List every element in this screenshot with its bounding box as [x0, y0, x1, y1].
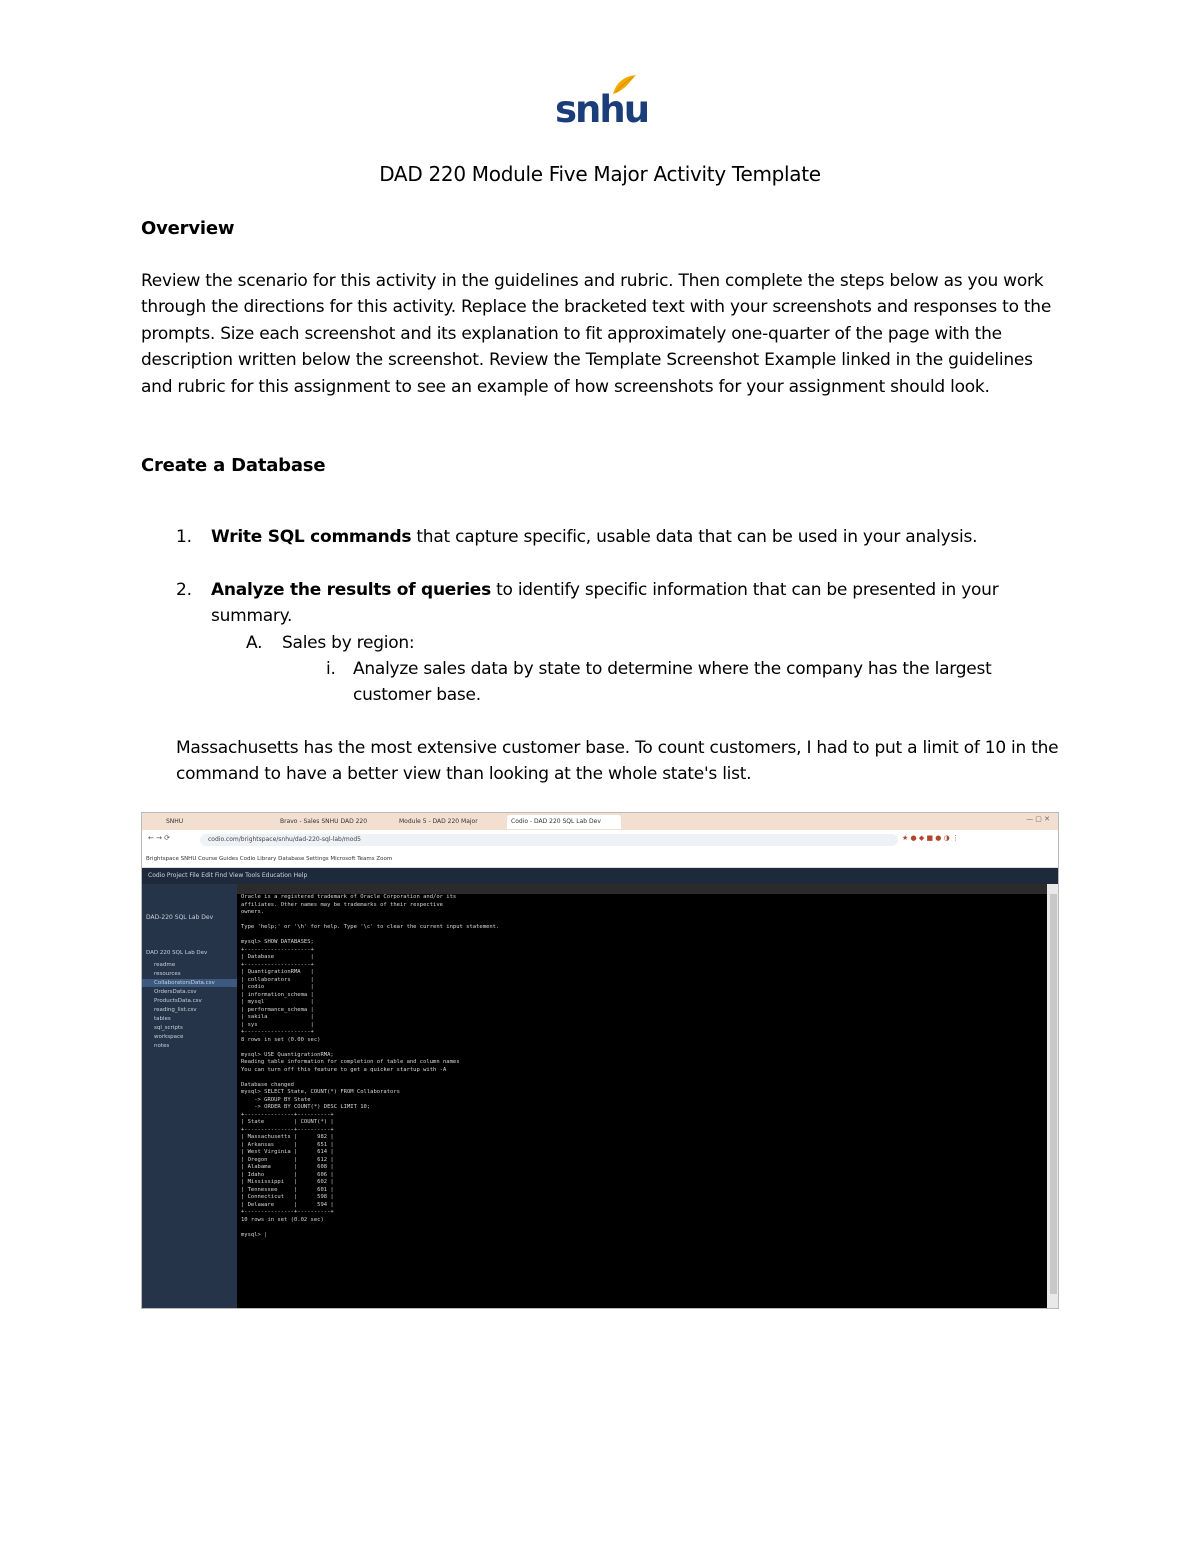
window-controls-icon: — ▢ ✕ [1026, 815, 1050, 823]
terminal-panel [237, 884, 1047, 1309]
scrollbar [1047, 884, 1059, 1309]
ide-menu-bar: Codio Project File Edit Find View Tools Education Help [142, 868, 1059, 884]
sidebar-item: notes [154, 1043, 170, 1049]
create-database-heading: Create a Database [141, 455, 326, 476]
sub-roman: i. [326, 659, 336, 679]
sub-text: Sales by region: [282, 633, 415, 653]
sidebar-item: reading_list.csv [154, 1007, 197, 1013]
browser-tab-bar [142, 813, 1059, 830]
extension-icons: ★ ● ◆ ■ ● ◑ ⋮ [902, 834, 959, 842]
sidebar-item: sql_scripts [154, 1025, 183, 1031]
list-number: 1. [176, 527, 192, 547]
list-bold-text: Analyze the results of queries [211, 580, 491, 600]
sidebar-item: resources [154, 971, 181, 977]
list-text [211, 577, 1061, 630]
terminal-tabs [237, 884, 1047, 894]
sidebar-item: readme [154, 962, 176, 968]
sidebar-item: DAD 220 SQL Lab Dev [146, 950, 208, 956]
list-rest-text: that capture specific, usable data that can be used in your analysis. [411, 527, 978, 547]
overview-heading: Overview [141, 218, 235, 239]
url-field: codio.com/brightspace/snhu/dad-220-sql-lab/mod5 [200, 834, 898, 846]
address-bar [142, 830, 1059, 850]
browser-tab: Module 5 - DAD 220 Major [399, 818, 478, 825]
file-tree-sidebar [142, 884, 237, 1309]
list-number: 2. [176, 580, 192, 600]
list-rest-text: to identify specific information that can be presented in your summary. [211, 580, 999, 627]
sidebar-item: OrdersData.csv [154, 989, 197, 995]
sidebar-item: tables [154, 1016, 171, 1022]
snhu-logo [555, 74, 649, 134]
list-text [211, 524, 1061, 550]
sidebar-item: workspace [154, 1034, 184, 1040]
browser-tab: SNHU [166, 818, 184, 825]
scrollbar-thumb [1050, 894, 1057, 1294]
browser-tab-active: Codio - DAD 220 SQL Lab Dev [507, 815, 621, 829]
sidebar-title: DAD-220 SQL Lab Dev [146, 914, 214, 921]
overview-paragraph: Review the scenario for this activity in the guidelines and rubric. Then complete the steps below as you work through the directions for this activity. Replace the bracketed text with your screenshots and responses to the prompts. Size each screenshot and its explanation to fit approximately one-quarter of the page with the description written below the screenshot. Review the Template Screenshot Example linked in the guidelines and rubric for this assignment to see an example of how screenshots for your assignment should look. [141, 271, 1052, 397]
sub-letter: A. [246, 633, 263, 653]
answer-paragraph: Massachusetts has the most extensive customer base. To count customers, I had to put a limit of 10 in the command to have a better view than looking at the whole state's list. [176, 738, 1059, 785]
list-bold-text: Write SQL commands [211, 527, 412, 547]
sidebar-item: ProductsData.csv [154, 998, 202, 1004]
sub-text: Analyze sales data by state to determine where the company has the largest customer base. [353, 659, 992, 706]
logo-text: snhu [555, 88, 649, 131]
embedded-screenshot [141, 812, 1059, 1309]
sidebar-item: CollaboratorsData.csv [154, 980, 215, 986]
bookmarks-bar: Brightspace SNHU Course Guides Codio Library Database Settings Microsoft Teams Zoom [142, 850, 1059, 868]
browser-tab: Bravo - Sales SNHU DAD 220 [280, 818, 368, 825]
terminal-output: Oracle is a registered trademark of Oracle Corporation and/or its affiliates. Other names may be trademarks of their respective owners. Type 'help;' or '\h' for help. Type '\c' to clear the current input statement. mysql> SHOW DATABASES; +--------------------+ | Database | +--------------------+ | QuantigrationRMA | | collaborators | | codio | | information_schema | | mysql | | performance_schema | | sakila | | sys | +--------------------+ 8 rows in set (0.00 sec) mysql> USE QuantigrationRMA; Reading table information for completion of table and column names You can turn off this feature to get a quicker startup with -A Database changed mysql> SELECT State, COUNT(*) FROM Collaborators -> GROUP BY State -> ORDER BY COUNT(*) DESC LIMIT 10; +---------------+----------+ | State | COUNT(*) | +---------------+----------+ | Massachusetts | 982 | | Arkansas | 651 | | West Virginia | 614 | | Oregon | 612 | | Alabama | 608 | | Idaho | 606 | | Mississippi | 602 | | Tennessee | 601 | | Connecticut | 598 | | Delaware | 594 | +---------------+----------+ 10 rows in set (0.02 sec) mysql> | [241, 894, 500, 1238]
document-title: DAD 220 Module Five Major Activity Template [379, 162, 821, 186]
nav-arrows-icon: ← → ⟳ [148, 834, 171, 842]
